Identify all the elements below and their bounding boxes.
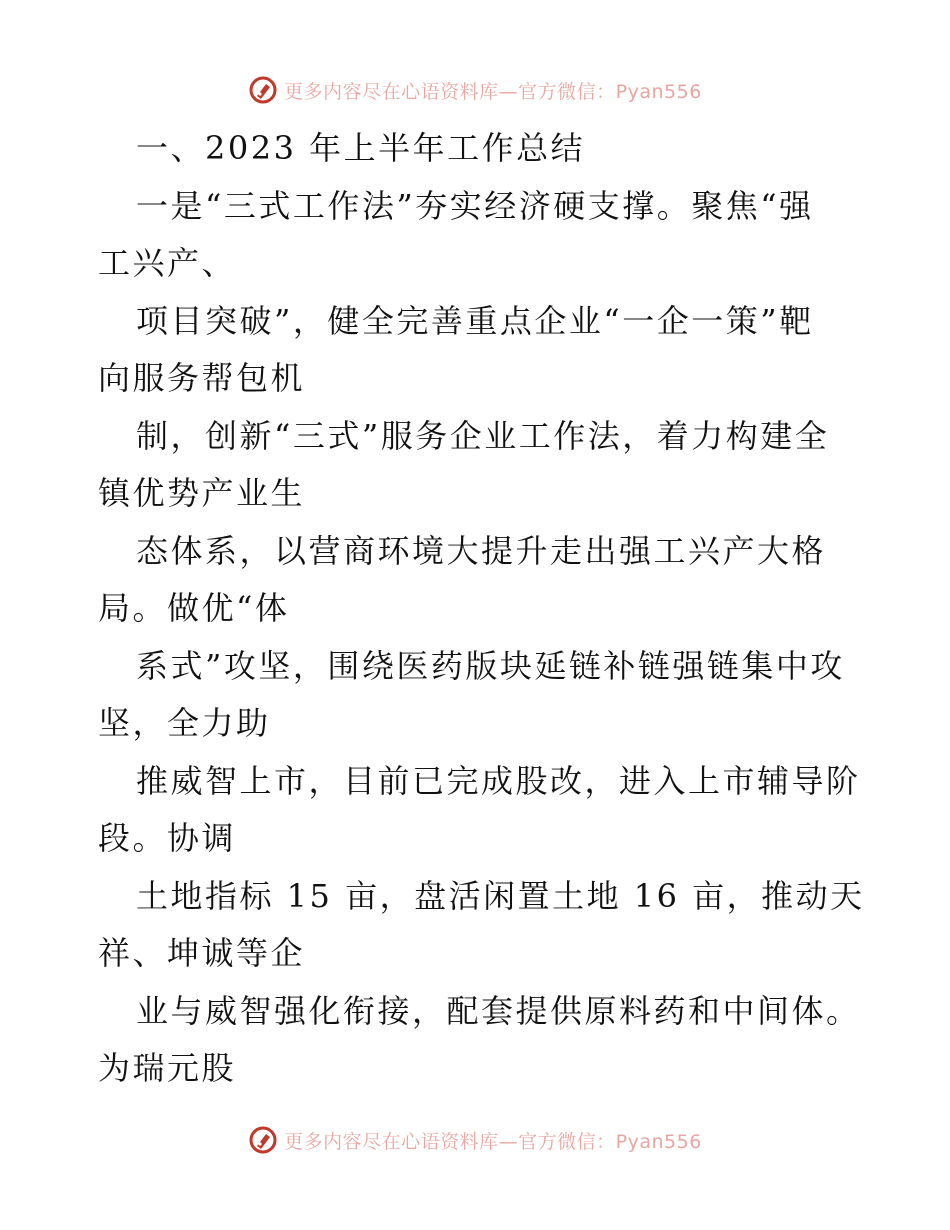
paragraph-line: 业与威智强化衔接，配套提供原料药和中间体。 [136,991,861,1030]
paragraph-line: 土地指标 15 亩，盘活闲置土地 16 亩，推动天 [136,876,865,915]
header-watermark-text: 更多内容尽在心语资料库—官方微信：Pyan556 [284,80,702,103]
paragraph-line: 向服务帮包机 [98,359,306,397]
pen-nib-logo-icon [248,1125,278,1155]
paragraph-line: 坚，全力助 [98,704,271,742]
document-body [98,120,865,1098]
paragraph-line: 态体系，以营商环境大提升走出强工兴产大格 [136,531,827,570]
paragraph-line: 工兴产、 [98,244,237,282]
paragraph-line: 为瑞元股 [98,1049,237,1087]
paragraph-line: 推威智上市，目前已完成股改，进入上市辅导阶 [136,761,861,800]
pen-nib-logo-icon [248,75,278,105]
section-heading: 一、2023 年上半年工作总结 [136,129,586,167]
footer-watermark-banner [0,1122,950,1158]
paragraph-line: 系式”攻坚，围绕医药版块延链补链强链集中攻 [136,646,845,685]
header-watermark-banner [0,72,950,108]
paragraph-line: 祥、坤诚等企 [98,934,306,972]
paragraph-line: 局。做优“体 [98,589,290,627]
footer-watermark-text: 更多内容尽在心语资料库—官方微信：Pyan556 [284,1130,702,1153]
paragraph-line: 段。协调 [98,819,237,857]
paragraph-line: 制，创新“三式”服务企业工作法，着力构建全 [136,416,830,455]
paragraph-line: 项目突破”，健全完善重点企业“一企一策”靶 [136,301,814,340]
paragraph-line: 镇优势产业生 [98,474,306,512]
paragraph-line: 一是“三式工作法”夯实经济硬支撑。聚焦“强 [136,186,814,225]
